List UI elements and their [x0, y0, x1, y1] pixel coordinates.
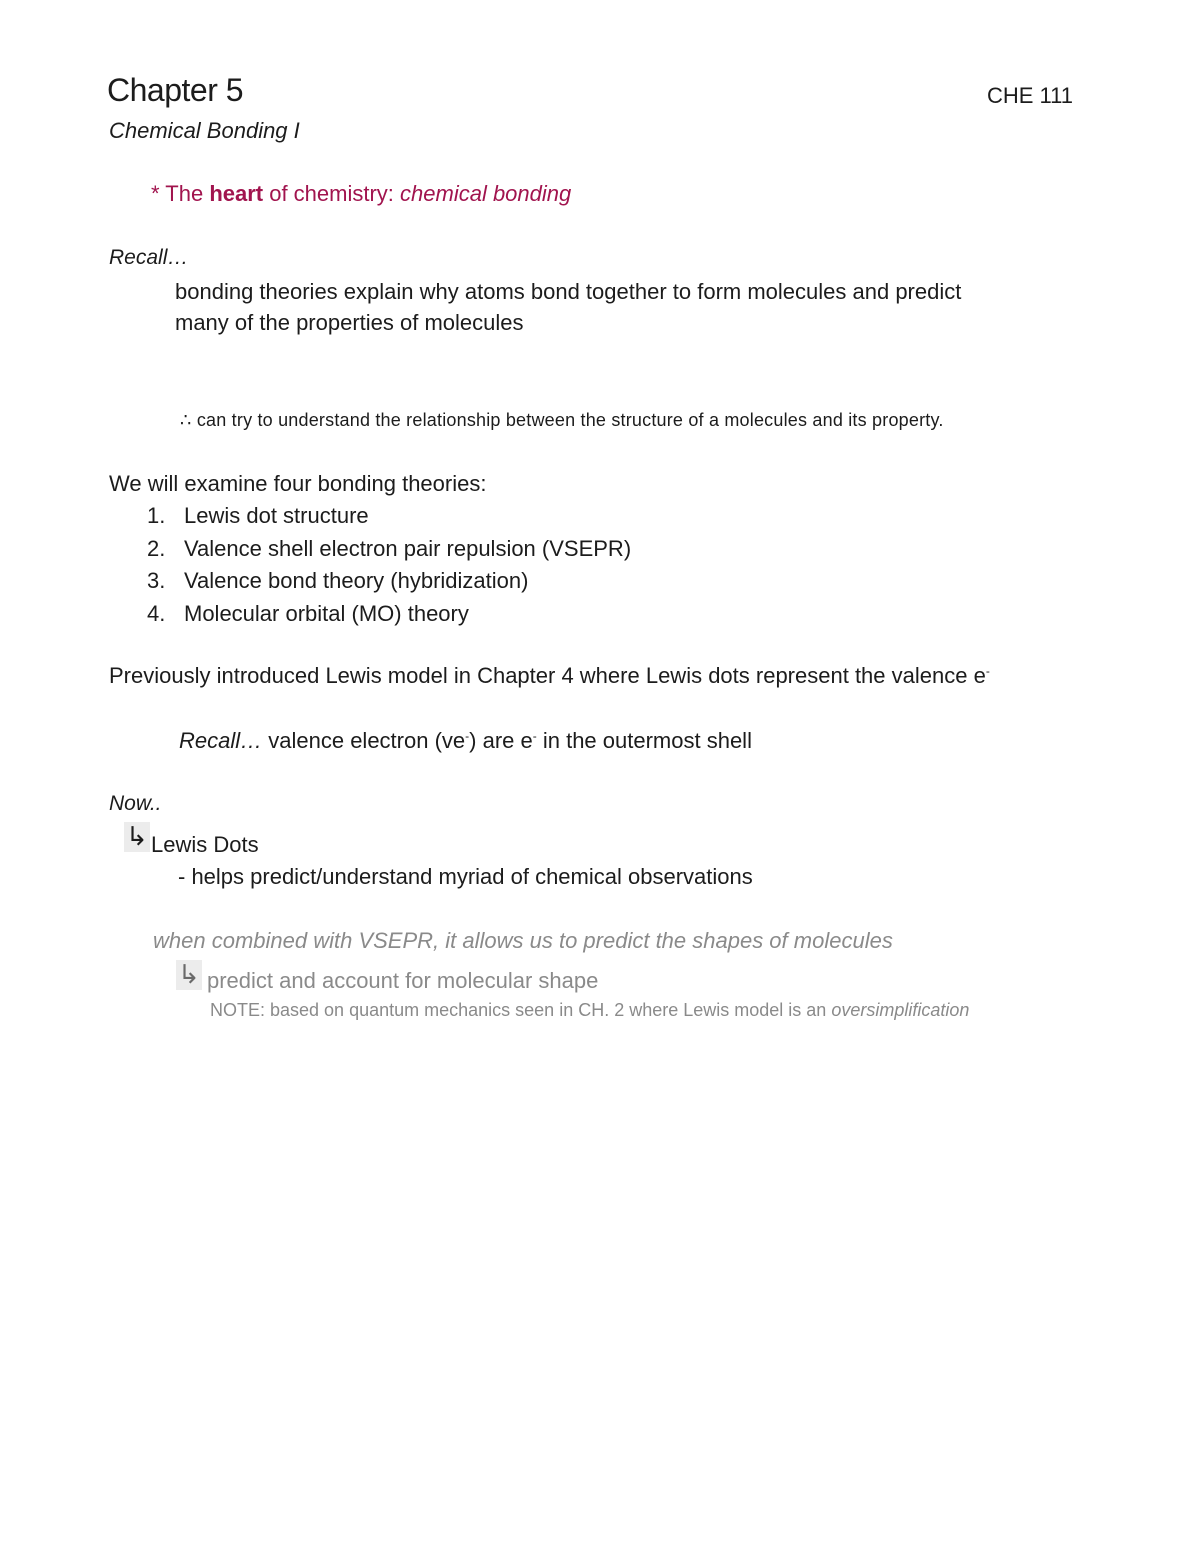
quantum-note-italic: oversimplification: [831, 1000, 970, 1020]
theories-list: [147, 502, 631, 632]
previously-statement: [109, 663, 990, 689]
list-item-number: 4.: [147, 600, 166, 626]
recall-body-line-2: many of the properties of molecules: [175, 310, 524, 335]
lewis-dots-heading: Lewis Dots: [151, 832, 259, 857]
quantum-note-text: NOTE: based on quantum mechanics seen in CH. 2 where Lewis model is an: [210, 1000, 832, 1020]
recall-valence-part-3: in the outermost shell: [536, 728, 752, 753]
recall-valence-sup-1: -: [465, 729, 470, 743]
course-code: CHE 111: [987, 83, 1074, 108]
now-label: Now..: [109, 792, 162, 815]
list-item: [147, 567, 631, 600]
intro-prefix: * The: [151, 181, 210, 206]
vsepr-combined-statement: when combined with VSEPR, it allows us to predict the shapes of molecules: [153, 928, 893, 953]
list-item-label: Valence shell electron pair repulsion (VSEPR): [184, 535, 632, 561]
recall-valence-label: Recall…: [179, 728, 263, 753]
list-item: [147, 600, 631, 633]
therefore-statement: ∴ can try to understand the relationship between the structure of a molecules and its property.: [180, 410, 944, 430]
recall-valence-part-1: valence electron (ve: [262, 728, 466, 753]
recall-valence-statement: [179, 728, 752, 754]
list-item-label: Molecular orbital (MO) theory: [184, 600, 469, 626]
recall-valence-part-2: ) are e: [469, 728, 533, 753]
list-item: [147, 502, 631, 535]
recall-body-line-1: bonding theories explain why atoms bond together to form molecules and predict: [175, 279, 962, 304]
down-right-arrow-icon: ↳: [178, 960, 200, 990]
list-item-number: 3.: [147, 568, 166, 593]
previously-superscript: -: [985, 664, 990, 678]
lewis-dots-detail: - helps predict/understand myriad of chemical observations: [178, 864, 753, 889]
list-item-number: 1.: [147, 503, 166, 528]
molecular-shape-statement: predict and account for molecular shape: [207, 968, 599, 993]
recall-valence-sup-2: -: [532, 729, 537, 743]
recall-label: Recall…: [109, 246, 189, 269]
intro-statement: [151, 181, 571, 207]
list-item: [147, 535, 631, 568]
intro-middle: of chemistry:: [263, 181, 401, 206]
intro-italic: chemical bonding: [400, 181, 572, 206]
intro-bold: heart: [209, 181, 264, 206]
list-item-label: Lewis dot structure: [184, 503, 369, 528]
page-title: Chapter 5: [107, 72, 244, 108]
list-item-label: Valence bond theory (hybridization): [184, 568, 529, 593]
quantum-note: [210, 1000, 969, 1021]
down-right-arrow-icon: ↳: [126, 822, 148, 852]
previously-text: Previously introduced Lewis model in Chapter 4 where Lewis dots represent the valence e: [109, 663, 986, 688]
list-item-number: 2.: [147, 535, 166, 561]
theories-heading: We will examine four bonding theories:: [109, 471, 487, 496]
page-subtitle: Chemical Bonding I: [109, 118, 300, 143]
